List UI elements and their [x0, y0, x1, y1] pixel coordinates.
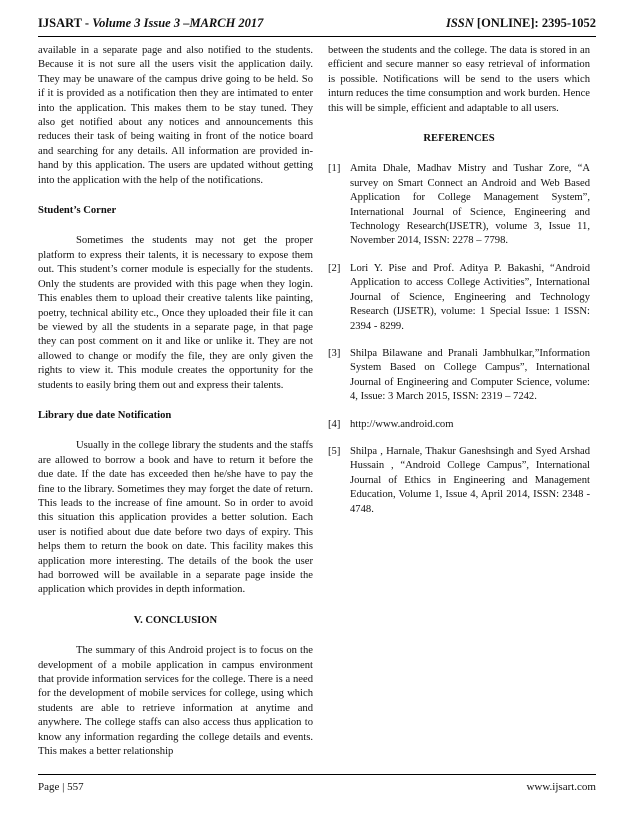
page-header	[38, 16, 596, 32]
notification-paragraph: available in a separate page and also notified to the students. Because it is not sure all the users visit the application daily. They may be unaware of the campus drive going to be held. So if it is provided as a notification then they are intimated to enter into the application. This makes them to be stay tuned. They also get notified about any notices and announcements this reduces their task of being waiting in front of the notice board and searching for any details. All information are provided in-hand by this application. The users are updated without getting into the application with the help of the notifications.	[38, 45, 313, 186]
website-link[interactable]: www.ijsart.com	[526, 781, 596, 793]
issn-value: [ONLINE]: 2395-1052	[473, 16, 596, 30]
issn-label: ISSN	[445, 16, 474, 30]
students-corner-heading: Student’s Corner	[38, 205, 117, 217]
footer-rule	[38, 774, 596, 775]
reference-item	[328, 418, 590, 432]
header-rule	[38, 36, 596, 37]
reference-item	[328, 445, 590, 517]
reference-number: [5]	[328, 445, 341, 457]
reference-number: [2]	[328, 262, 341, 274]
reference-number: [3]	[328, 347, 341, 359]
left-column	[38, 44, 313, 759]
reference-text: Lori Y. Pise and Prof. Aditya P. Bakashi, “Android Application to access College Activities”, International Journal of Science, Engineering and Technology Research (IJSETR), volume: 1 Special Issue: 1 ISSN: 2394 - 8299.	[350, 262, 590, 332]
right-column	[328, 44, 590, 530]
volume-issue: Volume 3 Issue 3 –MARCH 2017	[92, 16, 264, 30]
reference-item	[328, 347, 590, 405]
journal-name: IJSART -	[38, 16, 93, 30]
conclusion-paragraph: The summary of this Android project is to focus on the development of a mobile application in campus environment that provide information services for the college. There is a need for the development of mobile services for college, using which students are able to retrieve information at anytime and anywhere. The college staffs can also access thus application to know any information regarding the college details and events. This makes a better relationship	[38, 645, 313, 758]
library-heading: Library due date Notification	[38, 409, 172, 421]
reference-number: [1]	[328, 163, 341, 175]
reference-number: [4]	[328, 418, 341, 430]
conclusion-heading: V. CONCLUSION	[133, 614, 218, 626]
reference-text: Amita Dhale, Madhav Mistry and Tushar Zore, “A survey on Smart Connect an Android and Web Based Application for College Management System”, International Journal of Science, Engineering and Technology Research(IJSETR), volume 3, Issue 11, November 2014, ISSN: 2278 – 7798.	[350, 163, 590, 247]
reference-text: Shilpa , Harnale, Thakur Ganeshsingh and Syed Arshad Hussain , “Android College Campus”, International Journal of Ethics in Engineering and Management Education, Volume 1, Issue 4, April 2014, ISSN: 2348 - 4748.	[350, 445, 590, 515]
library-paragraph: Usually in the college library the students and the staffs are allowed to borrow a book and have to return it before the due date. If the date has exceeded then he/she have to pay the fine to the library. Sometimes they may forget the date of return. This leads to the increase of fine amount. So in order to avoid this situation this application provides a better solution. Each user is notified about due date before two days of expiry. This helps them to return the book on date. This facility makes this application more interesting. The details of the book the user had borrowed will be available in a separate page inside the application which provides in depth information.	[38, 440, 313, 596]
issn-info	[446, 16, 596, 31]
references-heading: REFERENCES	[423, 133, 495, 145]
reference-item	[328, 162, 590, 248]
journal-info	[38, 16, 263, 31]
conclusion-continued-paragraph: between the students and the college. The data is stored in an efficient and secure manner so easy retrieval of information is possible. Notifications will be send to the users which inturn reduces the time consumption and work burden. Hence this will be simple, efficient and adaptable to all users.	[328, 45, 590, 114]
reference-link[interactable]: http://www.android.com	[350, 418, 454, 430]
reference-item	[328, 262, 590, 334]
page-number: Page | 557	[38, 781, 84, 793]
reference-text: Shilpa Bilawane and Pranali Jambhulkar,”Information System Based on College Campus”, International Journal of Engineering and Computer Science, volume: 4, Issue: 3 March 2015, ISSN: 2319 – 7242.	[350, 347, 590, 403]
students-corner-paragraph: Sometimes the students may not get the proper platform to express their talents, it is necessary to expose them out. This student’s corner module is especially for the students. Only the students are provided with this page when they login. This enables them to upload their creative talents like painting, poetry, technical ability etc., Once they uploaded their file it can be viewed by all the students in a separate page, in that page they can post comment on it and like or unlike it. They are not allowed to change or modify the file, they are only given the rights to view it. This module creates the opportunity for the students to easily bring them out and express their talents.	[38, 235, 313, 391]
